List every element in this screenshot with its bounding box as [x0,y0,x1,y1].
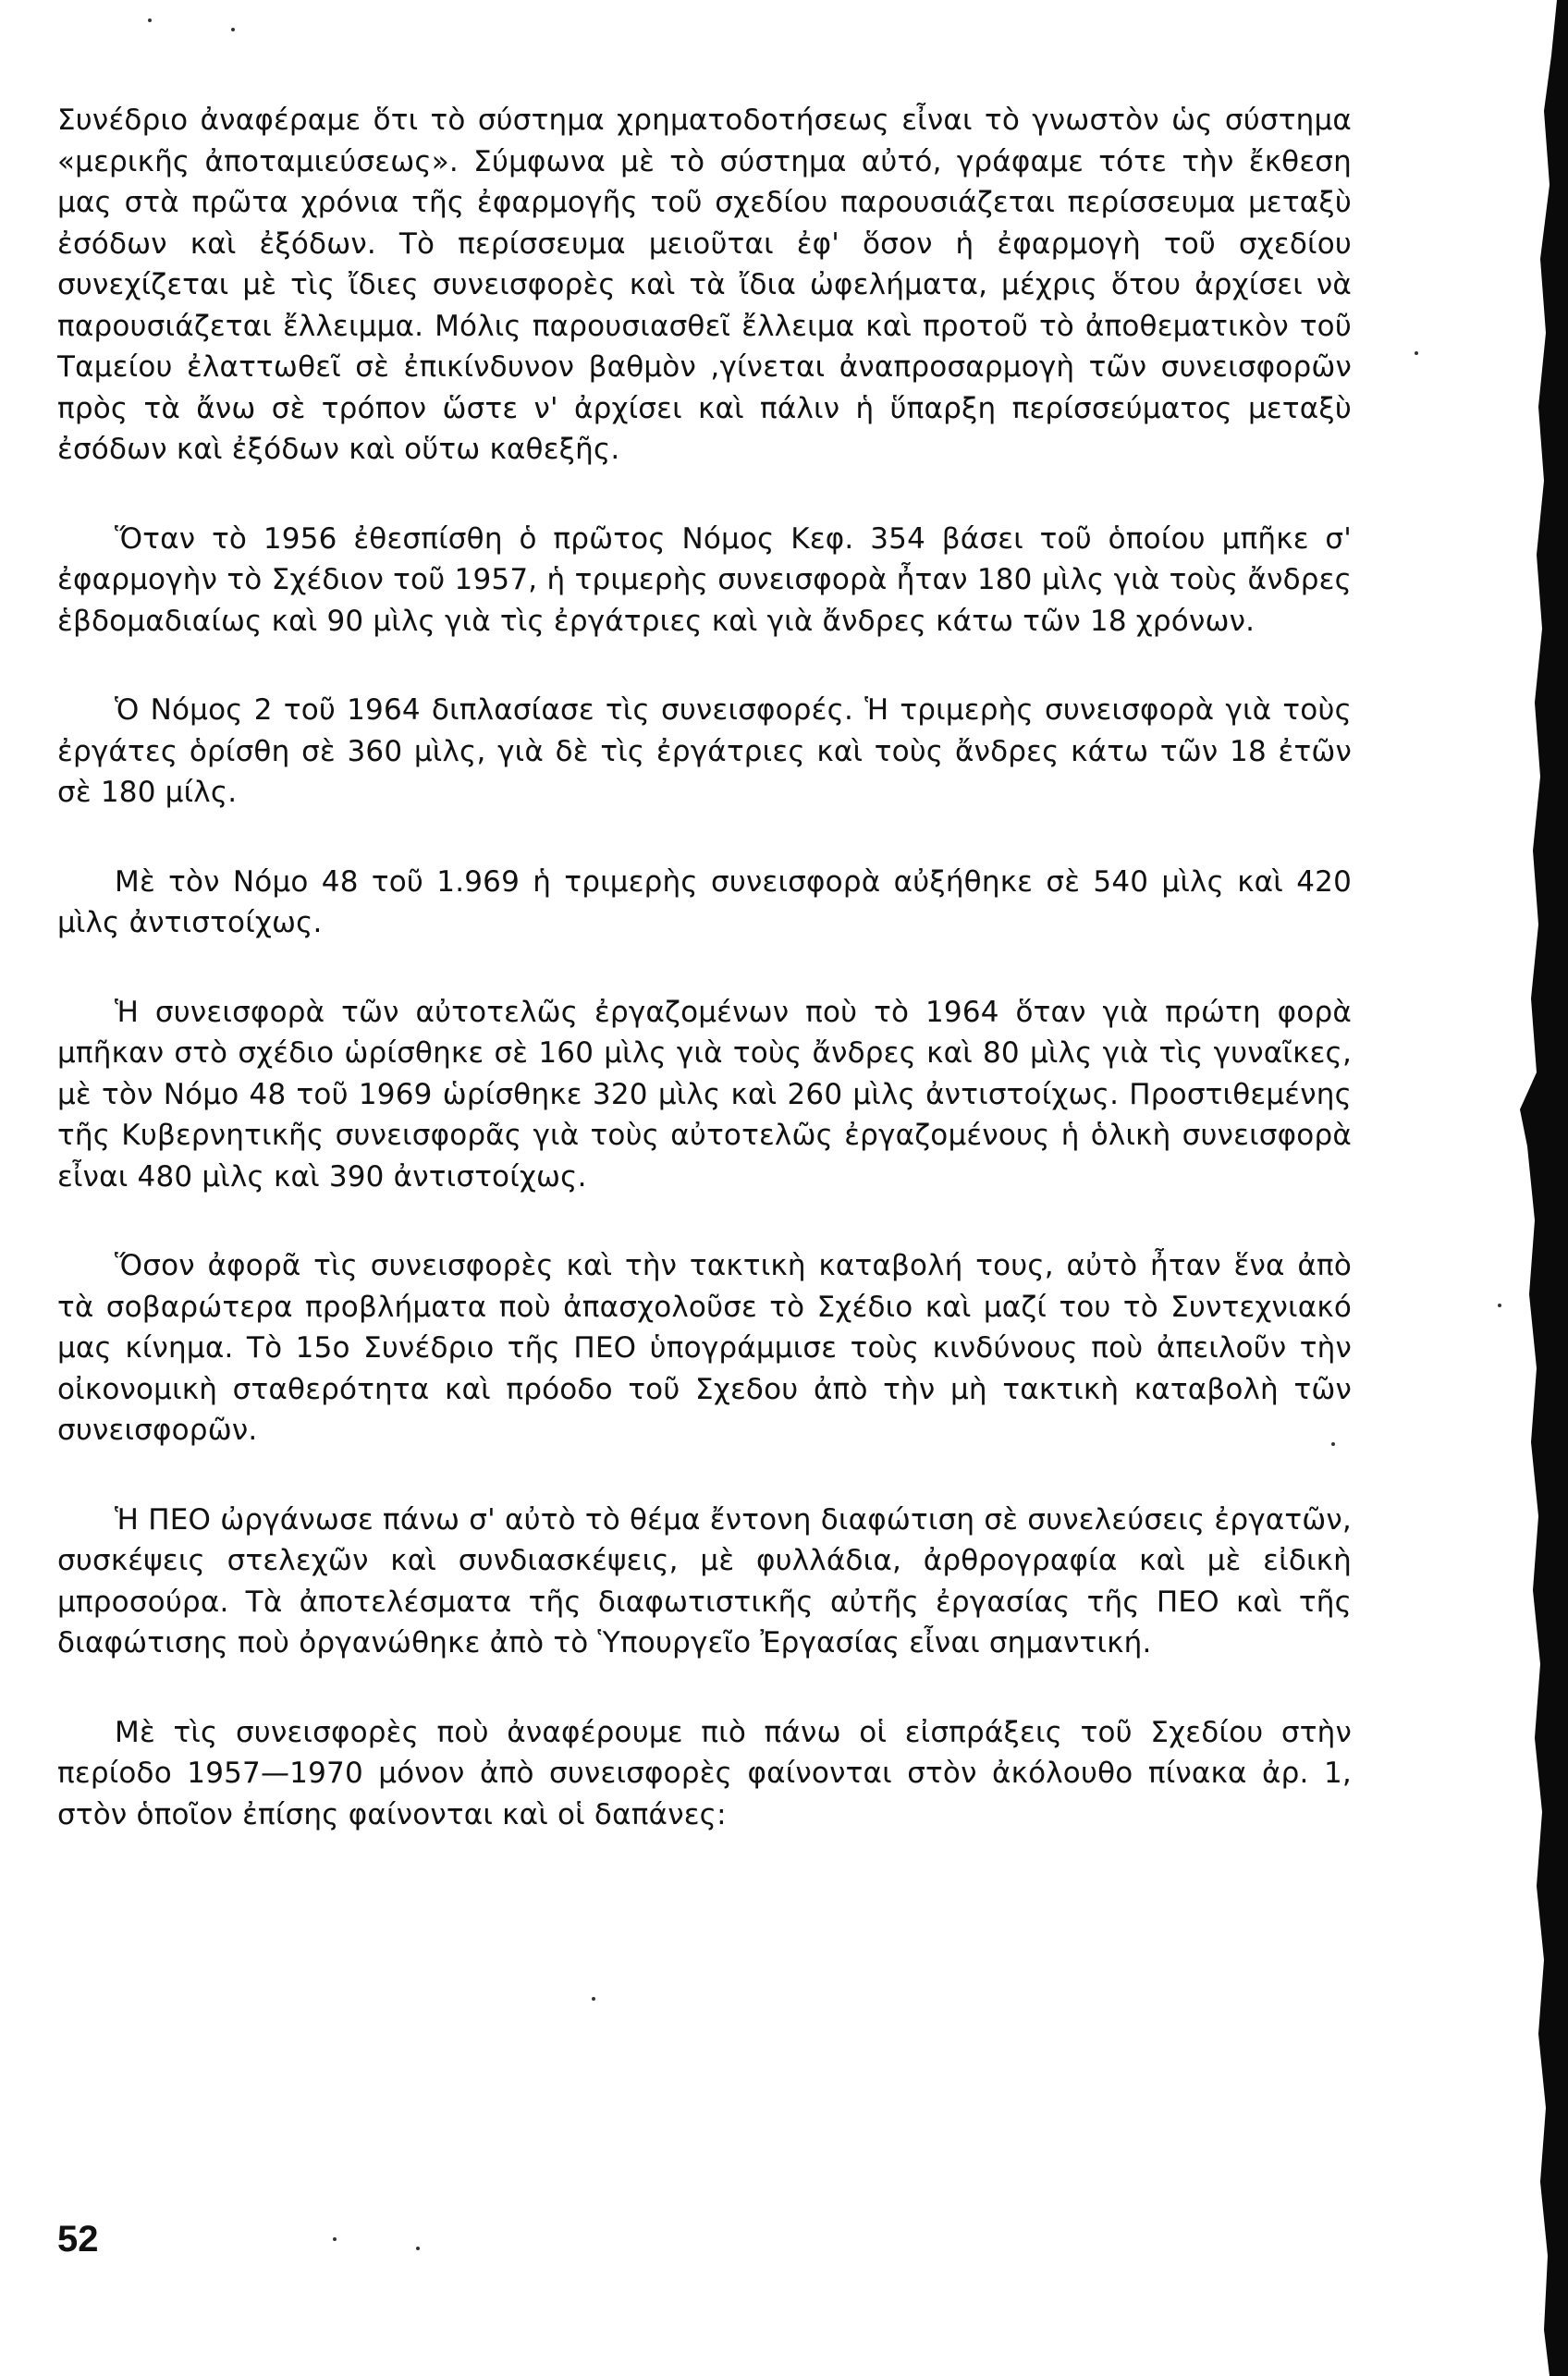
torn-page-edge [1448,0,1568,2376]
scan-speck [333,2237,337,2241]
scan-speck [148,18,152,22]
paragraph-2: Ὅταν τὸ 1956 ἐθεσπίσθη ὁ πρῶτος Νόμος Κεφ. 354 βάσει τοῦ ὁποίου μπῆκε σ' ἐφαρμογὴν τὸ Σχέδιον τοῦ 1957, ἡ τριμερὴς συνεισφορὰ ἦταν 180 μὶλς γιὰ τοὺς ἄνδρες ἑβδομαδιαίως καὶ 90 μὶλς γιὰ τὶς ἐργάτριες καὶ γιὰ ἄνδρες κάτω τῶν 18 χρόνων. [57,521,1352,638]
scan-speck [416,2247,420,2250]
scan-speck [1498,1304,1501,1307]
paragraph-1: Συνέδριο ἀναφέραμε ὅτι τὸ σύστημα χρηματοδοτήσεως εἶναι τὸ γνωστὸν ὡς σύστημα «μερικῆς ἀποταμιεύσεως». Σύμφωνα μὲ τὸ σύστημα αὐτό, γράφαμε τότε τὴν ἔκθεση μας στὰ πρῶτα χρόνια τῆς ἐφαρμογῆς τοῦ σχεδίου παρουσιάζεται περίσσευμα μεταξὺ ἐσόδων καὶ ἐξόδων. Τὸ περίσσευμα μειοῦται ἐφ' ὅσον ἡ ἐφαρμογὴ τοῦ σχεδίου συνεχίζεται μὲ τὶς ἴδιες συνεισφορὲς καὶ τὰ ἴδια ὠφελήματα, μέχρις ὅτου ἀρχίσει νὰ παρουσιάζεται ἔλλειμμα. Μόλις παρουσιασθεῖ ἔλλειμα καὶ προτοῦ τὸ ἀποθεματικὸν τοῦ Ταμείου ἐλαττωθεῖ σὲ ἐπικίνδυνον βαθμὸν ,γίνεται ἀναπροσαρμογὴ τῶν συνεισφορῶν πρὸς τὰ ἄνω σὲ τρόπον ὥστε ν' ἀρχίσει καὶ πάλιν ἡ ὕπαρξη περίσσεύματος μεταξὺ ἐσόδων καὶ ἐξόδων καὶ οὕτω καθεξῆς. [57,104,1352,466]
paragraph-8: Μὲ τὶς συνεισφορὲς ποὺ ἀναφέρουμε πιὸ πάνω οἱ εἰσπράξεις τοῦ Σχεδίου στὴν περίοδο 1957—1970 μόνον ἀπὸ συνεισφορὲς φαίνονται στὸν ἀκόλουθο πίνακα ἀρ. 1, στὸν ὁποῖον ἐπίσης φαίνονται καὶ οἱ δαπάνες: [57,1715,1352,1831]
scan-speck [1331,1442,1335,1446]
page-number: 52 [57,2219,99,2260]
scan-speck [231,28,235,31]
paragraph-6: Ὅσον ἀφορᾶ τὶς συνεισφορὲς καὶ τὴν τακτικὴ καταβολή τους, αὐτὸ ἦταν ἕνα ἀπὸ τὰ σοβαρώτερα προβλήματα ποὺ ἀπασχολοῦσε τὸ Σχέδιο καὶ μαζί του τὸ Συντεχνιακό μας κίνημα. Τὸ 15ο Συνέδριο τῆς ΠΕΟ ὑπογράμμισε τοὺς κινδύνους ποὺ ἀπειλοῦν τὴν οἰκονομικὴ σταθερότητα καὶ πρόοδο τοῦ Σχεδου ἀπὸ τὴν μὴ τακτικὴ καταβολὴ τῶν συνεισφορῶν. [57,1249,1352,1447]
paragraph-7: Ἡ ΠΕΟ ὠργάνωσε πάνω σ' αὐτὸ τὸ θέμα ἔντονη διαφώτιση σὲ συνελεύσεις ἐργατῶν, συσκέψεις στελεχῶν καὶ συνδιασκέψεις, μὲ φυλλάδια, ἀρθρογραφία καὶ μὲ εἰδικὴ μπροσούρα. Τὰ ἀποτελέσματα τῆς διαφωτιστικῆς αὐτῆς ἐργασίας τῆς ΠΕΟ καὶ τῆς διαφώτισης ποὺ ὀργανώθηκε ἀπὸ τὸ Ὑπουργεῖο Ἐργασίας εἶναι σημαντική. [57,1502,1352,1660]
paragraph-4: Μὲ τὸν Νόμο 48 τοῦ 1.969 ἡ τριμερὴς συνεισφορὰ αὐξήθηκε σὲ 540 μὶλς καὶ 420 μὶλς ἀντιστοίχως. [57,864,1352,939]
scan-speck [1415,351,1418,355]
scan-speck [592,1997,595,2001]
paragraph-5: Ἡ συνεισφορὰ τῶν αὐτοτελῶς ἐργαζομένων ποὺ τὸ 1964 ὅταν γιὰ πρώτη φορὰ μπῆκαν στὸ σχέδιο ὡρίσθηκε σὲ 160 μὶλς γιὰ τοὺς ἄνδρες καὶ 80 μὶλς γιὰ τὶς γυναῖκες, μὲ τὸν Νόμο 48 τοῦ 1969 ὡρίσθηκε 320 μὶλς καὶ 260 μὶλς ἀντιστοίχως. Προστιθεμένης τῆς Κυβερνητικῆς συνεισφορᾶς γιὰ τοὺς αὐτοτελῶς ἐργαζομένους ἡ ὁλικὴ συνεισφορὰ εἶναι 480 μὶλς καὶ 390 ἀντιστοίχως. [57,995,1352,1194]
paragraph-3: Ὁ Νόμος 2 τοῦ 1964 διπλασίασε τὶς συνεισφορές. Ἡ τριμερὴς συνεισφορὰ γιὰ τοὺς ἐργάτες ὁρίσθη σὲ 360 μὶλς, γιὰ δὲ τὶς ἐργάτριες καὶ τοὺς ἄνδρες κάτω τῶν 18 ἐτῶν σὲ 180 μίλς. [57,693,1352,809]
body-text [57,100,1352,1883]
